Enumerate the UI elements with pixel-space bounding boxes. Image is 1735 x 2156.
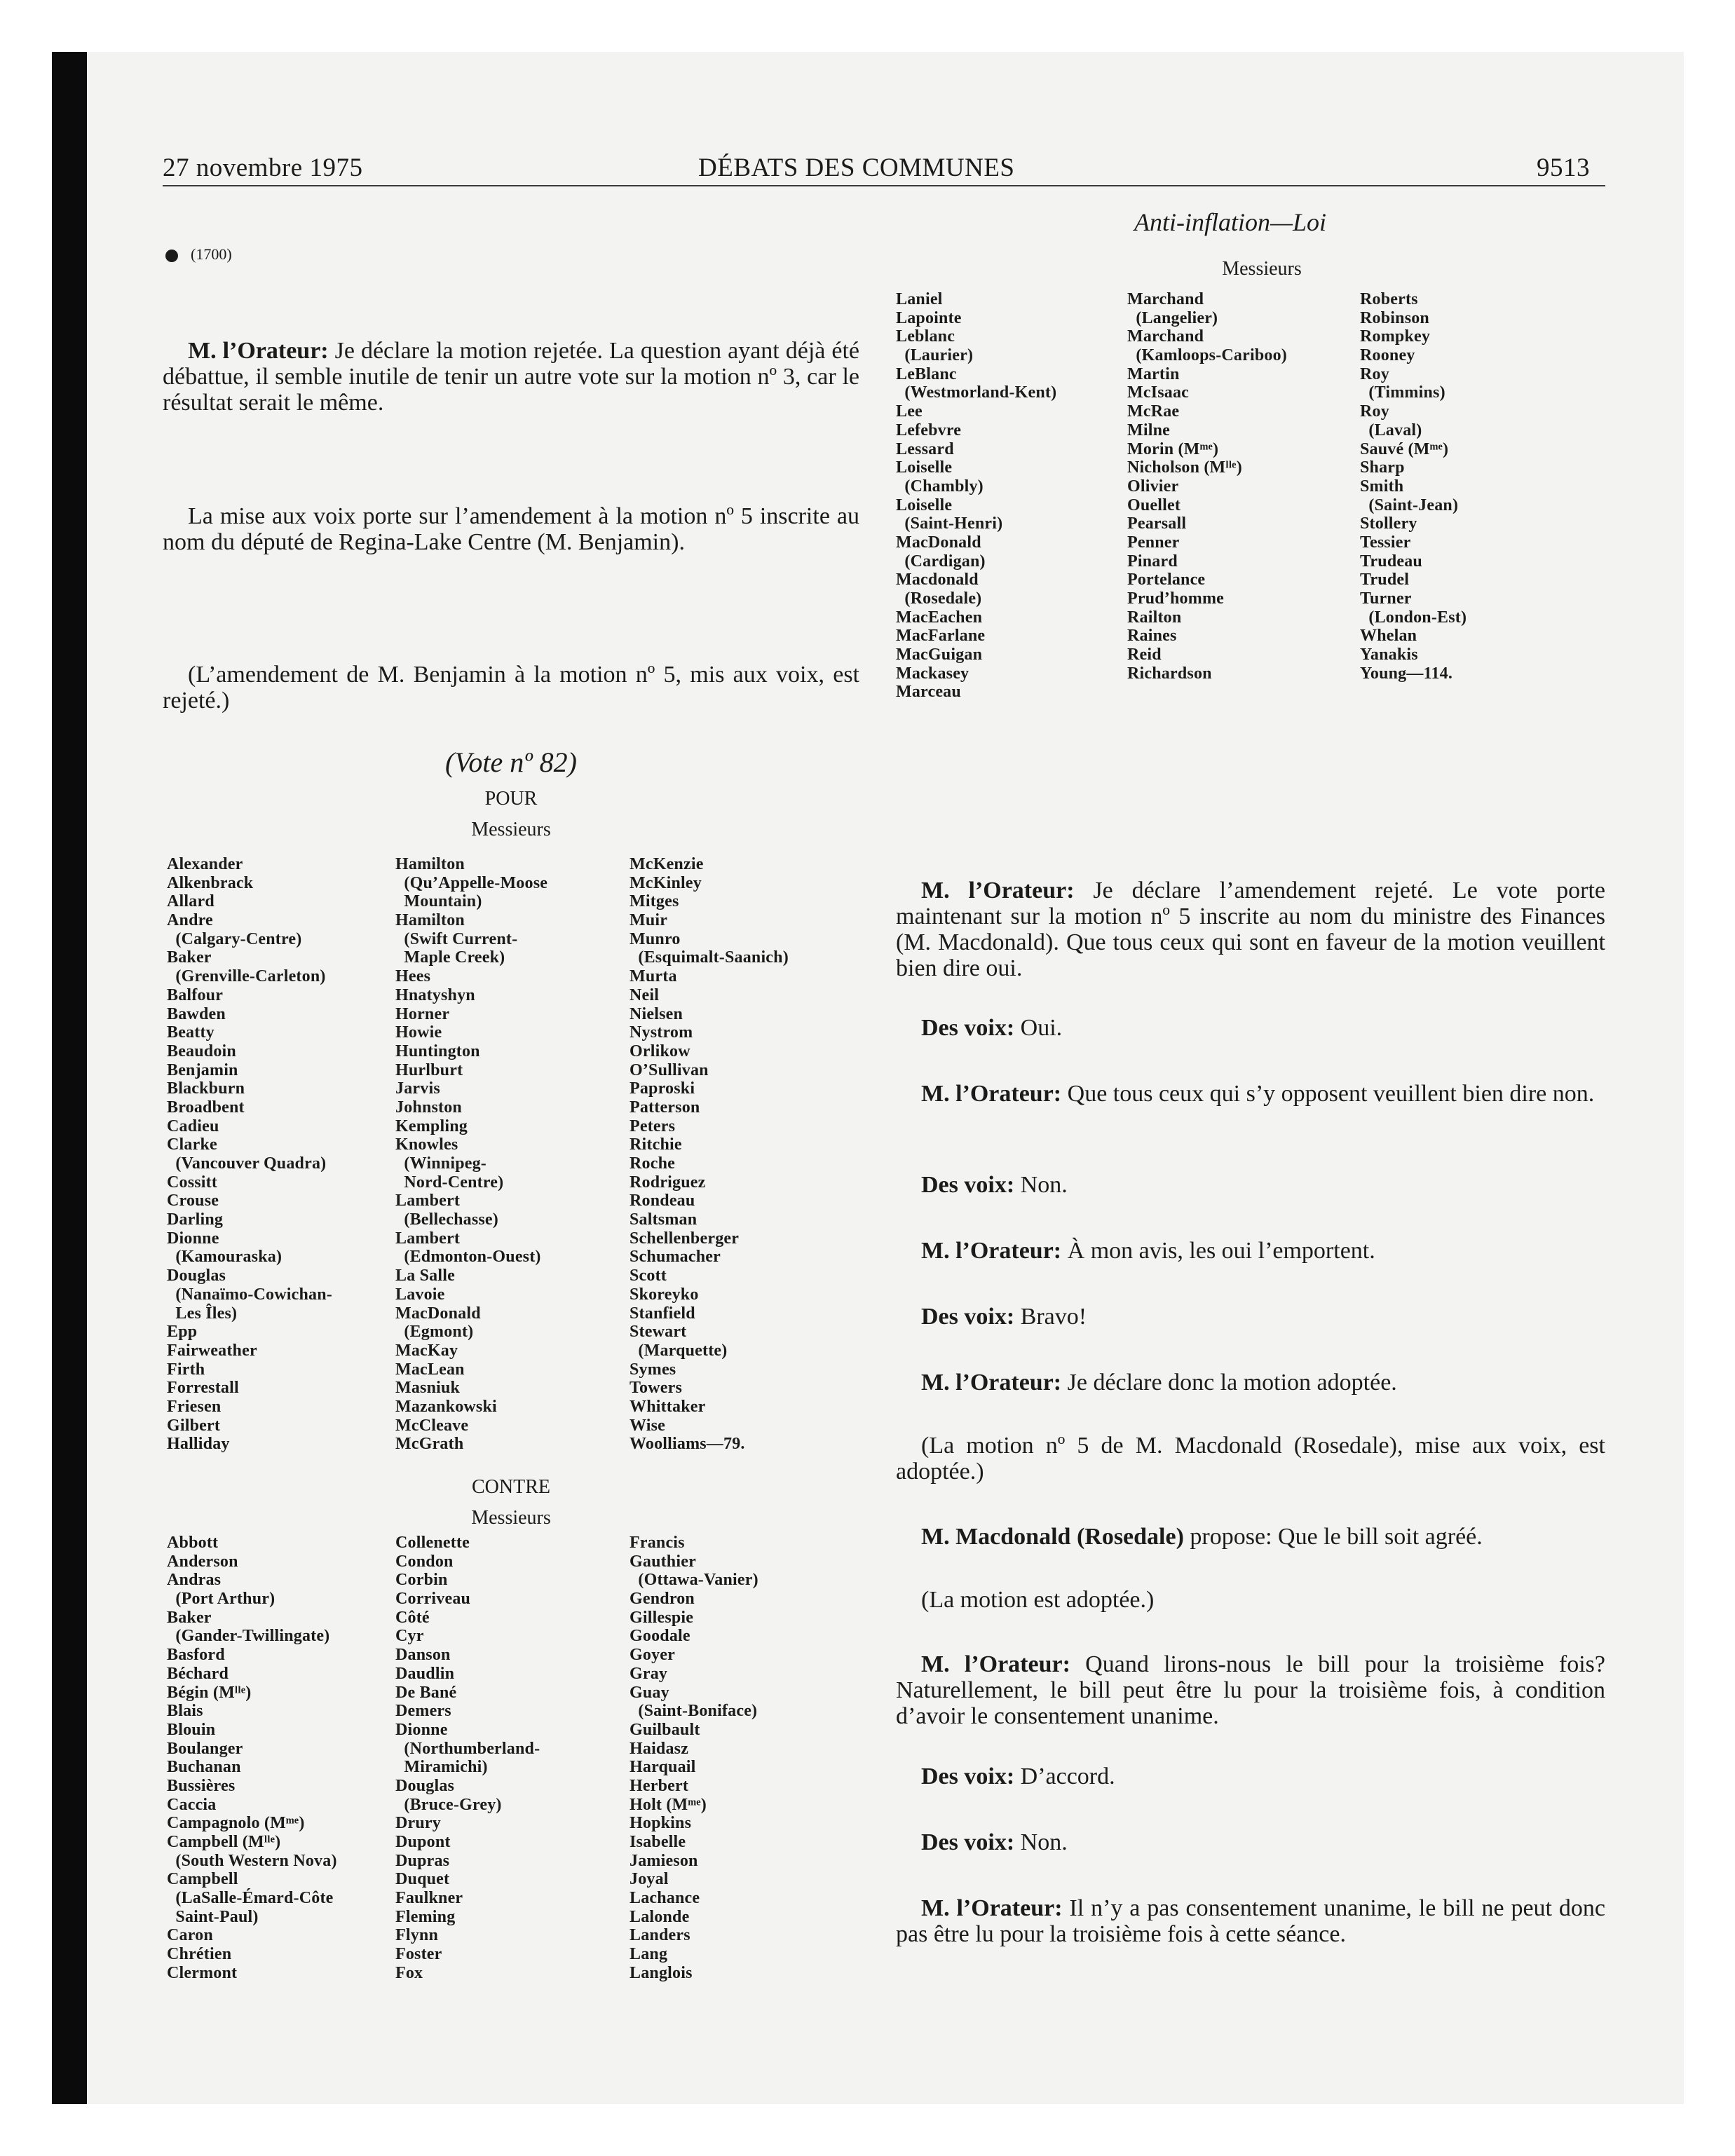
member-name: Douglas	[395, 1776, 455, 1795]
member-name: O’Sullivan	[630, 1060, 709, 1079]
member-name: Peters	[630, 1117, 676, 1135]
debate-3	[896, 1081, 1605, 1107]
member-name: (Nanaïmo-Cowichan-	[167, 1285, 332, 1304]
member-name: Stewart	[630, 1323, 687, 1342]
member-name: (Edmonton-Ouest)	[395, 1248, 541, 1267]
debate-7	[896, 1370, 1605, 1396]
member-name: Firth	[167, 1360, 205, 1379]
speech-text: Il n’y a pas consentement unanime, le bill ne peut donc pas être lu pour la troisième fois à cette séance.	[896, 1895, 1605, 1947]
speaker-label: Des voix:	[921, 1829, 1015, 1855]
pour-heading: POUR	[484, 788, 538, 810]
member-name: (Saint-Boniface)	[630, 1702, 758, 1721]
member-name: Pearsall	[1127, 514, 1187, 533]
member-name: Woolliams—79.	[630, 1435, 745, 1454]
member-name: De Bané	[395, 1683, 457, 1702]
member-name: (Gander-Twillingate)	[167, 1627, 330, 1646]
member-name: McGrath	[395, 1435, 464, 1454]
member-name: Portelance	[1127, 571, 1206, 589]
member-name: (Port Arthur)	[167, 1590, 275, 1609]
member-name: Bégin (Mˡˡᵉ)	[167, 1683, 252, 1702]
member-name: (Winnipeg-	[395, 1154, 487, 1173]
member-name: (South Western Nova)	[167, 1851, 337, 1870]
member-name: Scott	[630, 1267, 667, 1285]
member-name: Tessier	[1360, 533, 1411, 552]
member-name: Danson	[395, 1646, 451, 1665]
member-name: Halliday	[167, 1435, 230, 1454]
member-name: (Westmorland-Kent)	[896, 383, 1057, 402]
member-name: Neil	[630, 985, 660, 1004]
speech-text: Non.	[1014, 1172, 1068, 1198]
member-name: (Marquette)	[630, 1341, 728, 1360]
time-marker: (1700)	[191, 245, 232, 263]
member-name: Skoreyko	[630, 1285, 699, 1304]
member-name: Mountain)	[395, 892, 482, 911]
member-name: Demers	[395, 1702, 451, 1721]
member-name: Saint-Paul)	[167, 1907, 259, 1926]
member-name: Lachance	[630, 1889, 700, 1908]
member-name: Stanfield	[630, 1304, 695, 1323]
member-name: Whittaker	[630, 1397, 706, 1416]
contre-column-1	[167, 1534, 337, 1983]
member-name: (Rosedale)	[896, 589, 982, 608]
member-name: Knowles	[395, 1135, 458, 1154]
member-name: Railton	[1127, 608, 1182, 627]
member-name: Murta	[630, 967, 677, 986]
member-name: Flynn	[395, 1926, 439, 1945]
speaker-label: M. l’Orateur:	[921, 1081, 1062, 1107]
member-name: Mazankowski	[395, 1397, 497, 1416]
member-name: Horner	[395, 1004, 450, 1023]
member-name: Clarke	[167, 1135, 217, 1154]
member-name: Côté	[395, 1608, 430, 1627]
scan-edge	[52, 52, 87, 2104]
member-name: Rooney	[1360, 346, 1415, 365]
paragraph-amendment-result: (L’amendement de M. Benjamin à la motion nº 5, mis aux voix, est rejeté.)	[163, 662, 859, 714]
member-name: Schumacher	[630, 1248, 721, 1267]
member-name: (Timmins)	[1360, 383, 1445, 402]
speaker-label: M. l’Orateur:	[921, 1238, 1062, 1264]
member-name: Epp	[167, 1323, 198, 1342]
debate-8: (La motion nº 5 de M. Macdonald (Rosedale), mise aux voix, est adoptée.)	[896, 1433, 1605, 1485]
member-name: Fox	[395, 1963, 423, 1982]
member-name: Forrestall	[167, 1379, 239, 1398]
member-name: Lee	[896, 402, 923, 421]
contre-column-3	[630, 1534, 758, 1983]
member-name: Friesen	[167, 1397, 222, 1416]
member-name: Morin (Mᵐᵉ)	[1127, 439, 1219, 458]
member-name: Kempling	[395, 1117, 468, 1135]
member-name: Joyal	[630, 1870, 669, 1889]
member-name: LeBlanc	[896, 364, 957, 383]
member-name: Sharp	[1360, 458, 1405, 477]
member-name: Alexander	[167, 855, 243, 873]
member-name: Corbin	[395, 1571, 448, 1590]
speech-text: D’accord.	[1014, 1763, 1115, 1789]
debate-1	[896, 878, 1605, 981]
member-name: Ritchie	[630, 1135, 682, 1154]
header-rule	[163, 185, 1605, 186]
member-name: Saltsman	[630, 1210, 698, 1229]
member-name: Andras	[167, 1571, 222, 1590]
speaker-label: M. l’Orateur:	[921, 1895, 1063, 1921]
member-name: Nielsen	[630, 1004, 683, 1023]
member-name: Lapointe	[896, 308, 962, 327]
member-name: Clermont	[167, 1963, 238, 1982]
member-name: McIsaac	[1127, 383, 1190, 402]
member-name: Lefebvre	[896, 421, 962, 439]
member-name: Guilbault	[630, 1720, 700, 1739]
paragraph-motion: La mise aux voix porte sur l’amendement à la motion nº 5 inscrite au nom du député de Regina-Lake Centre (M. Benjamin).	[163, 503, 859, 555]
member-name: Baker	[167, 948, 212, 967]
member-name: Lavoie	[395, 1285, 445, 1304]
member-name: Hurlburt	[395, 1060, 463, 1079]
member-name: Cossitt	[167, 1173, 218, 1192]
member-name: McCleave	[395, 1416, 469, 1435]
member-name: Lalonde	[630, 1907, 690, 1926]
member-name: McKenzie	[630, 855, 704, 873]
member-name: Blackburn	[167, 1079, 245, 1098]
member-name: Isabelle	[630, 1833, 686, 1851]
pour-column-1	[167, 855, 332, 1454]
speech-text: Oui.	[1014, 1015, 1063, 1041]
member-name: Ouellet	[1127, 496, 1181, 514]
member-name: Langlois	[630, 1963, 693, 1982]
member-name: Broadbent	[167, 1098, 245, 1117]
member-name: McRae	[1127, 402, 1180, 421]
member-name: (Calgary-Centre)	[167, 929, 302, 948]
member-name: (Laurier)	[896, 346, 974, 365]
member-name: Muir	[630, 911, 668, 930]
debate-11	[896, 1651, 1605, 1729]
member-name: Landers	[630, 1926, 690, 1945]
member-name: MacEachen	[896, 608, 983, 627]
member-name: Lang	[630, 1945, 668, 1964]
member-name: Holt (Mᵐᵉ)	[630, 1795, 707, 1814]
member-name: (LaSalle-Émard-Côte	[167, 1889, 334, 1908]
member-name: Hopkins	[630, 1814, 692, 1833]
member-name: Benjamin	[167, 1060, 238, 1079]
debate-2	[896, 1015, 1605, 1041]
member-name: Duquet	[395, 1870, 450, 1889]
member-name: (Bellechasse)	[395, 1210, 498, 1229]
member-name: Marchand	[1127, 327, 1204, 346]
member-name: Lambert	[395, 1229, 461, 1248]
member-name: (Kamloops-Cariboo)	[1127, 346, 1287, 365]
member-name: Darling	[167, 1210, 224, 1229]
debate-10: (La motion est adoptée.)	[921, 1587, 1155, 1613]
pour-column-3	[630, 855, 789, 1454]
member-name: Robinson	[1360, 308, 1429, 327]
member-name: Daudlin	[395, 1664, 455, 1683]
member-name: Loiselle	[896, 496, 953, 514]
member-name: Goyer	[630, 1646, 675, 1665]
member-name: (Langelier)	[1127, 308, 1218, 327]
member-name: Smith	[1360, 477, 1404, 496]
member-name: Rompkey	[1360, 327, 1431, 346]
member-name: La Salle	[395, 1267, 455, 1285]
member-name: Pinard	[1127, 552, 1178, 571]
speaker-label: Des voix:	[921, 1172, 1015, 1198]
member-name: Fleming	[395, 1907, 456, 1926]
debate-5	[896, 1238, 1605, 1264]
member-name: Richardson	[1127, 664, 1212, 683]
member-name: Olivier	[1127, 477, 1179, 496]
member-name: Rodriguez	[630, 1173, 706, 1192]
member-name: Hnatyshyn	[395, 985, 475, 1004]
member-name: Alkenbrack	[167, 873, 254, 892]
debate-13	[896, 1829, 1605, 1855]
member-name: Gauthier	[630, 1552, 696, 1571]
member-name: Anderson	[167, 1552, 238, 1571]
member-name: Dupont	[395, 1833, 451, 1851]
member-name: Milne	[1127, 421, 1170, 439]
member-name: Towers	[630, 1379, 682, 1398]
speaker-label: Des voix:	[921, 1015, 1015, 1041]
member-name: McKinley	[630, 873, 702, 892]
member-name: Campbell (Mˡˡᵉ)	[167, 1833, 281, 1851]
member-name: Leblanc	[896, 327, 955, 346]
member-name: (Saint-Jean)	[1360, 496, 1459, 514]
member-name: Blais	[167, 1702, 203, 1721]
member-name: Gendron	[630, 1590, 695, 1609]
member-name: (Northumberland-	[395, 1739, 540, 1758]
messieurs-heading-contre: Messieurs	[471, 1507, 551, 1529]
member-name: Buchanan	[167, 1758, 241, 1777]
member-name: Gray	[630, 1664, 668, 1683]
member-name: Drury	[395, 1814, 441, 1833]
speaker-label: M. l’Orateur:	[188, 338, 329, 364]
member-name: (Swift Current-	[395, 929, 518, 948]
member-name: Mackasey	[896, 664, 969, 683]
member-name: Balfour	[167, 985, 224, 1004]
speaker-label: M. l’Orateur:	[921, 1651, 1070, 1677]
contre-column-6	[1360, 290, 1467, 683]
messieurs-heading-pour: Messieurs	[471, 819, 551, 840]
member-name: (Ottawa-Vanier)	[630, 1571, 758, 1590]
member-name: Gilbert	[167, 1416, 221, 1435]
debate-4	[896, 1172, 1605, 1198]
member-name: Dupras	[395, 1851, 450, 1870]
member-name: Francis	[630, 1534, 685, 1552]
member-name: Schellenberger	[630, 1229, 740, 1248]
member-name: Hamilton	[395, 911, 465, 930]
member-name: Jamieson	[630, 1851, 698, 1870]
member-name: Munro	[630, 929, 681, 948]
member-name: (Saint-Henri)	[896, 514, 1003, 533]
member-name: Dionne	[167, 1229, 219, 1248]
speech-text: Je déclare la motion rejetée. La question ayant déjà été débattue, il semble inutile de tenir un autre vote sur la motion nº 3, car le résultat serait le même.	[163, 338, 859, 416]
member-name: Campbell	[167, 1870, 238, 1889]
member-name: (Bruce-Grey)	[395, 1795, 502, 1814]
member-name: Orlikow	[630, 1042, 690, 1060]
debate-12	[896, 1763, 1605, 1789]
member-name: Mitges	[630, 892, 679, 911]
pour-column-2	[395, 855, 547, 1454]
header-title: DÉBATS DES COMMUNES	[698, 153, 1015, 182]
debate-6	[896, 1304, 1605, 1330]
speaker-label: M. l’Orateur:	[921, 878, 1075, 903]
member-name: Reid	[1127, 646, 1162, 664]
member-name: Marchand	[1127, 290, 1204, 308]
member-name: Dionne	[395, 1720, 448, 1739]
member-name: Trudel	[1360, 571, 1410, 589]
member-name: Nystrom	[630, 1023, 693, 1042]
member-name: Campagnolo (Mᵐᵉ)	[167, 1814, 305, 1833]
debate-14	[896, 1895, 1605, 1947]
member-name: Allard	[167, 892, 215, 911]
member-name: Turner	[1360, 589, 1412, 608]
member-name: (Esquimalt-Saanich)	[630, 948, 789, 967]
member-name: Caron	[167, 1926, 213, 1945]
contre-column-4	[896, 290, 1056, 702]
member-name: Basford	[167, 1646, 225, 1665]
member-name: MacLean	[395, 1360, 465, 1379]
vote-title: (Vote nº 82)	[445, 746, 577, 778]
member-name: Foster	[395, 1945, 442, 1964]
member-name: Roche	[630, 1154, 675, 1173]
speech-text: propose: Que le bill soit agréé.	[1183, 1524, 1483, 1550]
member-name: Haidasz	[630, 1739, 689, 1758]
member-name: Roberts	[1360, 290, 1418, 308]
member-name: Laniel	[896, 290, 943, 308]
member-name: Cyr	[395, 1627, 424, 1646]
member-name: Andre	[167, 911, 213, 930]
member-name: Penner	[1127, 533, 1180, 552]
member-name: Marceau	[896, 683, 961, 702]
member-name: Maple Creek)	[395, 948, 505, 967]
messieurs-heading-right: Messieurs	[1222, 258, 1302, 280]
member-name: MacKay	[395, 1341, 458, 1360]
member-name: Fairweather	[167, 1341, 257, 1360]
member-name: Les Îles)	[167, 1304, 238, 1323]
member-name: Young—114.	[1360, 664, 1453, 683]
member-name: MacGuigan	[896, 646, 983, 664]
member-name: Prud’homme	[1127, 589, 1224, 608]
member-name: Chrétien	[167, 1945, 232, 1964]
member-name: (Grenville-Carleton)	[167, 967, 326, 986]
member-name: Sauvé (Mᵐᵉ)	[1360, 439, 1449, 458]
speech-text: Je déclare donc la motion adoptée.	[1061, 1370, 1397, 1396]
member-name: Whelan	[1360, 627, 1417, 646]
member-name: Huntington	[395, 1042, 480, 1060]
member-name: Roy	[1360, 364, 1389, 383]
running-title: Anti-inflation—Loi	[1134, 208, 1327, 236]
member-name: Patterson	[630, 1098, 700, 1117]
member-name: Wise	[630, 1416, 666, 1435]
member-name: (Chambly)	[896, 477, 984, 496]
member-name: Condon	[395, 1552, 454, 1571]
member-name: Bawden	[167, 1004, 226, 1023]
member-name: Nicholson (Mˡˡᵉ)	[1127, 458, 1242, 477]
member-name: Abbott	[167, 1534, 219, 1552]
member-name: Beatty	[167, 1023, 215, 1042]
member-name: Macdonald	[896, 571, 979, 589]
speech-text: Non.	[1014, 1829, 1068, 1855]
bullet-icon	[165, 250, 178, 262]
speech-text: Je déclare l’amendement rejeté. Le vote porte maintenant sur la motion nº 5 inscrite au nom du ministre des Finances (M. Macdonald). Que tous ceux qui sont en faveur de la motion veuillent bien dire oui.	[896, 878, 1605, 981]
member-name: Baker	[167, 1608, 212, 1627]
contre-heading: CONTRE	[472, 1476, 550, 1498]
member-name: (Egmont)	[395, 1323, 474, 1342]
member-name: Miramichi)	[395, 1758, 488, 1777]
speaker-label: Des voix:	[921, 1763, 1015, 1789]
member-name: Harquail	[630, 1758, 696, 1777]
member-name: Martin	[1127, 364, 1180, 383]
member-name: Howie	[395, 1023, 442, 1042]
paragraph-speaker-1	[163, 338, 859, 416]
member-name: Cadieu	[167, 1117, 219, 1135]
speech-text: Quand lirons-nous le bill pour la troisième fois? Naturellement, le bill peut être lu pour la troisième fois, à condition d’avoir le consentement unanime.	[896, 1651, 1605, 1729]
member-name: Hees	[395, 967, 431, 986]
speech-text: Que tous ceux qui s’y opposent veuillent bien dire non.	[1061, 1081, 1595, 1107]
member-name: Nord-Centre)	[395, 1173, 504, 1192]
page-number: 9513	[1537, 153, 1590, 182]
member-name: Roy	[1360, 402, 1389, 421]
member-name: Boulanger	[167, 1739, 243, 1758]
member-name: Goodale	[630, 1627, 690, 1646]
member-name: Symes	[630, 1360, 676, 1379]
member-name: Faulkner	[395, 1889, 463, 1908]
member-name: Paproski	[630, 1079, 695, 1098]
speaker-label: M. Macdonald (Rosedale)	[921, 1524, 1184, 1550]
member-name: Collenette	[395, 1534, 470, 1552]
member-name: Gillespie	[630, 1608, 694, 1627]
member-name: MacDonald	[896, 533, 981, 552]
member-name: (Vancouver Quadra)	[167, 1154, 327, 1173]
debate-9	[896, 1524, 1605, 1550]
speech-text: À mon avis, les oui l’emportent.	[1061, 1238, 1375, 1264]
member-name: Johnston	[395, 1098, 462, 1117]
speaker-label: M. l’Orateur:	[921, 1370, 1062, 1396]
member-name: MacFarlane	[896, 627, 986, 646]
member-name: (Laval)	[1360, 421, 1422, 439]
member-name: Caccia	[167, 1795, 217, 1814]
member-name: Guay	[630, 1683, 669, 1702]
member-name: Béchard	[167, 1664, 229, 1683]
speaker-label: Des voix:	[921, 1304, 1015, 1330]
member-name: Beaudoin	[167, 1042, 236, 1060]
member-name: Crouse	[167, 1192, 219, 1210]
member-name: (Kamouraska)	[167, 1248, 283, 1267]
member-name: Hamilton	[395, 855, 465, 873]
member-name: Lambert	[395, 1192, 461, 1210]
member-name: Raines	[1127, 627, 1177, 646]
member-name: Bussières	[167, 1776, 236, 1795]
member-name: MacDonald	[395, 1304, 481, 1323]
member-name: Lessard	[896, 439, 954, 458]
member-name: Rondeau	[630, 1192, 695, 1210]
member-name: Jarvis	[395, 1079, 440, 1098]
member-name: Loiselle	[896, 458, 953, 477]
member-name: Trudeau	[1360, 552, 1422, 571]
member-name: (London-Est)	[1360, 608, 1467, 627]
header-date: 27 novembre 1975	[163, 153, 363, 182]
member-name: Blouin	[167, 1720, 216, 1739]
member-name: Herbert	[630, 1776, 689, 1795]
member-name: (Cardigan)	[896, 552, 986, 571]
speech-text: Bravo!	[1014, 1304, 1087, 1330]
member-name: Corriveau	[395, 1590, 471, 1609]
member-name: Yanakis	[1360, 646, 1418, 664]
contre-column-2	[395, 1534, 540, 1983]
member-name: (Qu’Appelle-Moose	[395, 873, 548, 892]
member-name: Masniuk	[395, 1379, 461, 1398]
member-name: Stollery	[1360, 514, 1417, 533]
contre-column-5	[1127, 290, 1287, 683]
member-name: Douglas	[167, 1267, 226, 1285]
